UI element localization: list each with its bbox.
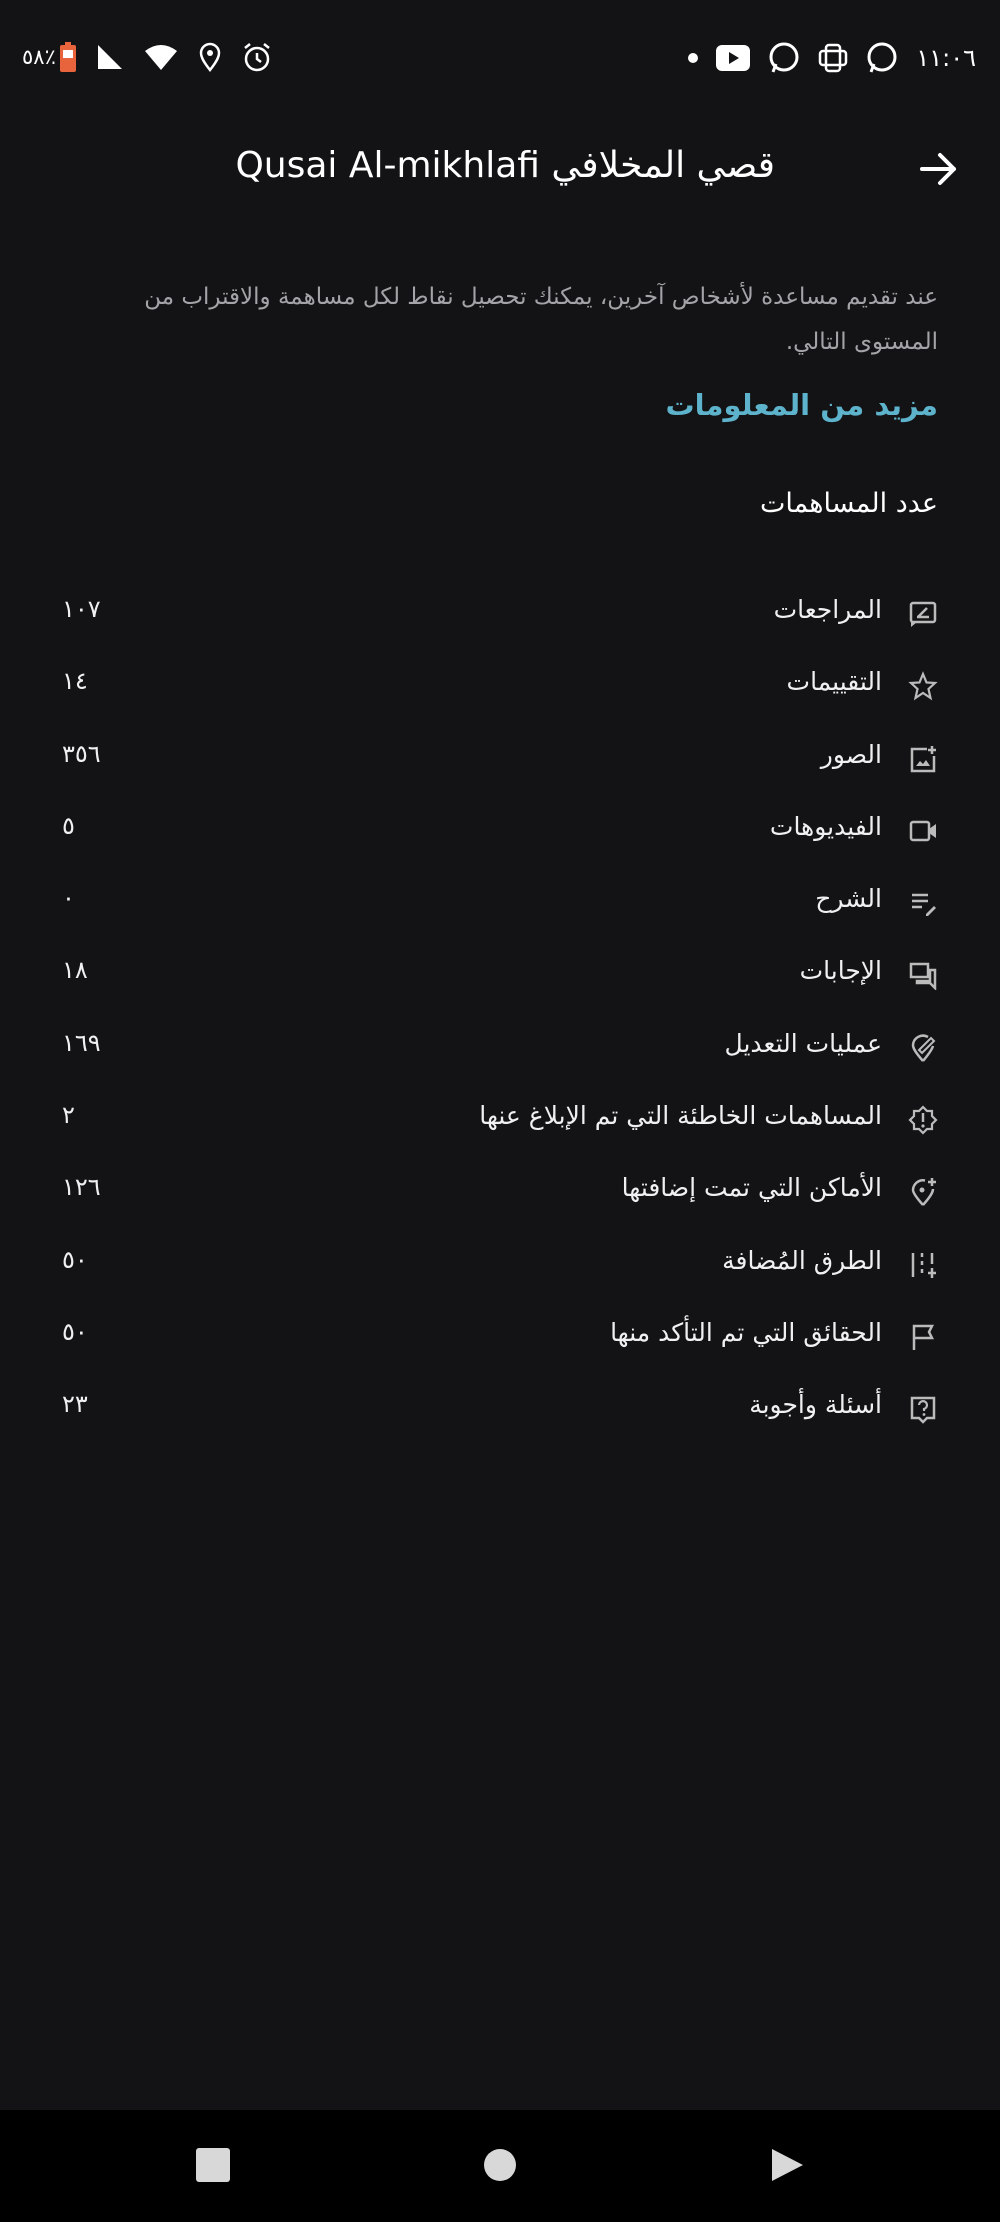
recents-button[interactable] (196, 2148, 230, 2186)
contributions-list (0, 577, 1000, 1445)
section-title: عدد المساهمات (759, 488, 938, 519)
back-arrow-icon[interactable] (912, 143, 964, 195)
contribution-row[interactable] (0, 1228, 1000, 1300)
location-icon (198, 42, 222, 72)
app-header (0, 135, 1000, 205)
contribution-count: ١٦٩ (62, 1028, 101, 1057)
contribution-count: ٣٥٦ (62, 739, 101, 768)
contribution-label: المساهمات الخاطئة التي تم الإبلاغ عنها (479, 1101, 882, 1131)
home-button[interactable] (483, 2148, 517, 2186)
signal-icon (96, 43, 124, 71)
contribution-count: ٥ (62, 811, 75, 840)
contribution-row[interactable] (0, 649, 1000, 721)
contribution-count: ١٠٧ (62, 595, 101, 623)
clock: ١١:٠٦ (916, 44, 976, 72)
contribution-row[interactable] (0, 1083, 1000, 1155)
contribution-label: الإجابات (799, 956, 882, 986)
contribution-row[interactable] (0, 794, 1000, 866)
contribution-count: ١٤ (62, 667, 88, 696)
contribution-label: أسئلة وأجوبة (749, 1390, 882, 1420)
contribution-row[interactable] (0, 1155, 1000, 1227)
review-icon (908, 599, 938, 629)
system-nav-bar (0, 2110, 1000, 2222)
add-road-icon (908, 1250, 938, 1280)
contribution-row[interactable] (0, 866, 1000, 938)
qa-icon (908, 1394, 938, 1424)
status-bar (0, 30, 1000, 86)
contribution-row[interactable] (0, 1372, 1000, 1444)
contribution-count: ١٢٦ (62, 1173, 101, 1202)
description-text: عند تقديم مساعدة لأشخاص آخرين، يمكنك تحصيل نقاط لكل مساهمة والاقتراب من المستوى التالي. (144, 284, 938, 355)
contribution-row[interactable] (0, 722, 1000, 794)
contribution-label: الشرح (815, 884, 882, 914)
contribution-row[interactable] (0, 938, 1000, 1010)
contribution-label: عمليات التعديل (724, 1028, 882, 1058)
whatsapp-icon (768, 42, 800, 74)
youtube-icon (716, 45, 750, 71)
contribution-label: الطرق المُضافة (722, 1245, 882, 1275)
wifi-icon (144, 43, 178, 71)
contribution-count: ٥٠ (62, 1245, 88, 1274)
more-info-link[interactable]: مزيد من المعلومات (665, 388, 938, 422)
flag-icon (908, 1322, 938, 1352)
contribution-label: التقييمات (786, 667, 882, 697)
app-icon (818, 43, 848, 73)
status-right (688, 42, 976, 74)
contribution-row[interactable] (0, 1011, 1000, 1083)
contribution-label: الأماكن التي تمت إضافتها (621, 1173, 882, 1203)
video-icon (908, 816, 938, 846)
notification-dot-icon (688, 53, 698, 63)
add-place-icon (908, 1177, 938, 1207)
add-photo-icon (908, 744, 938, 774)
warning-badge-icon (908, 1105, 938, 1135)
contribution-label: الفيديوهات (769, 811, 882, 841)
answers-icon (908, 960, 938, 990)
contribution-label: الحقائق التي تم التأكد منها (610, 1317, 882, 1347)
contribution-count: ٢٣ (62, 1390, 88, 1419)
star-icon (908, 671, 938, 701)
contribution-row[interactable] (0, 1300, 1000, 1372)
contribution-count: ٠ (62, 884, 75, 913)
alarm-icon (242, 42, 272, 72)
edit-place-icon (908, 1033, 938, 1063)
battery-percent: ٥٨٪ (22, 45, 56, 69)
battery-icon (60, 42, 76, 72)
back-button[interactable] (770, 2148, 804, 2186)
contribution-count: ٥٠ (62, 1317, 88, 1346)
contribution-count: ٢ (62, 1101, 75, 1130)
status-left (22, 42, 272, 72)
contribution-label: الصور (820, 739, 882, 769)
contribution-row[interactable] (0, 577, 1000, 649)
contribution-label: المراجعات (773, 595, 882, 624)
caption-edit-icon (908, 888, 938, 918)
page-title: قصي المخلافي Qusai Al-mikhlafi (235, 145, 775, 186)
contribution-count: ١٨ (62, 956, 88, 985)
whatsapp-icon (866, 42, 898, 74)
